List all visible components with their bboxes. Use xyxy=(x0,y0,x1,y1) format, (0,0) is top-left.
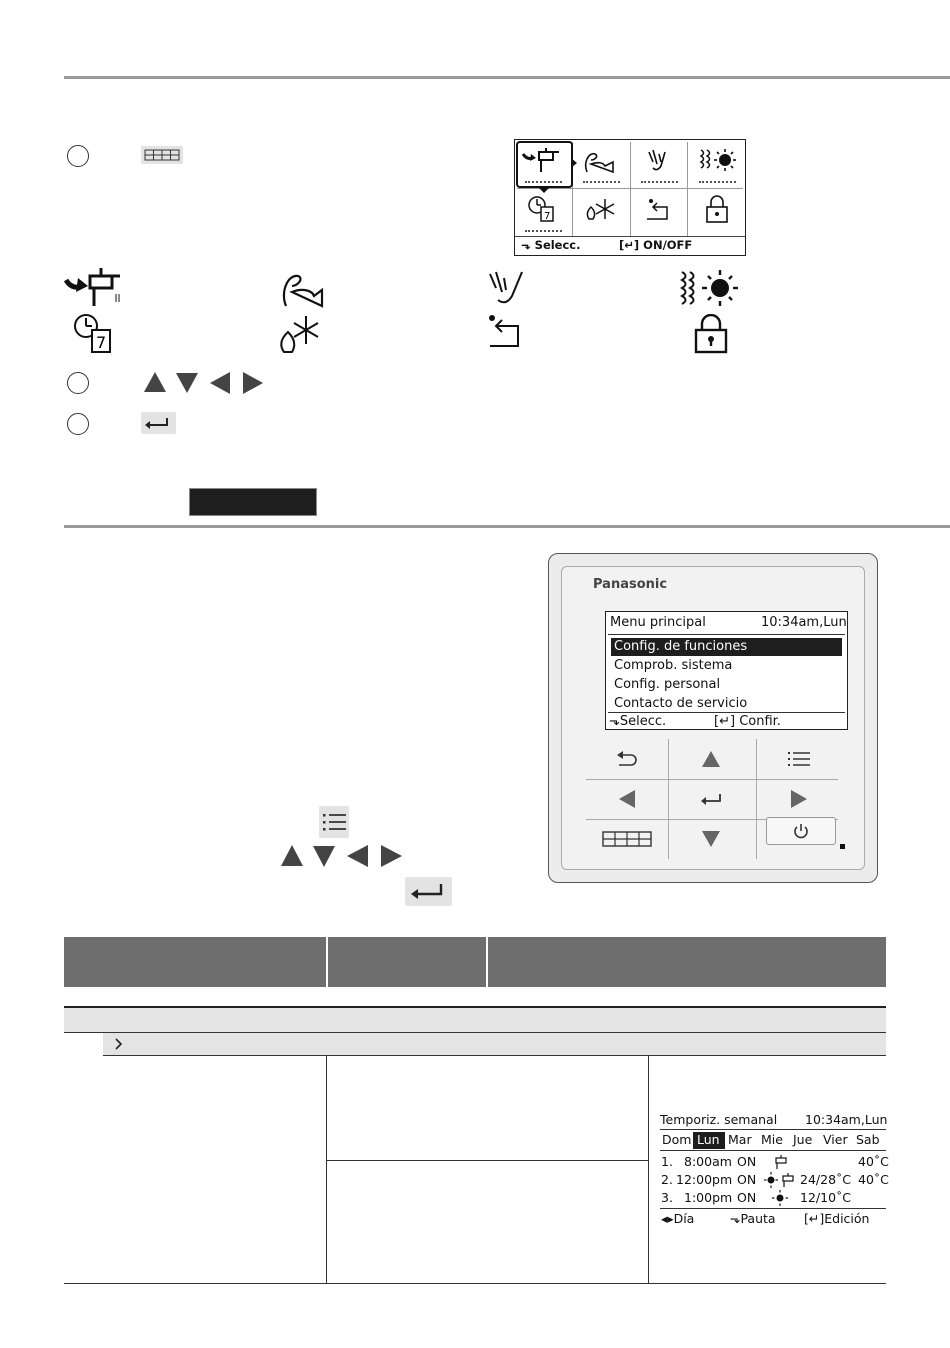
step-circle-3 xyxy=(67,413,89,435)
remote-controller xyxy=(548,553,878,883)
enter-button[interactable] xyxy=(670,779,752,819)
timer-edit-label: Edición xyxy=(824,1211,870,1226)
left-arrow-key-icon xyxy=(210,372,230,394)
defrost-icon xyxy=(573,189,630,229)
back-icon xyxy=(615,749,639,769)
controller-face xyxy=(561,566,865,870)
timer-day-label: Día xyxy=(673,1211,695,1226)
sun-tap-small-icon xyxy=(764,1172,796,1188)
screen-time: 10:34am,Lun xyxy=(761,615,847,630)
timer-day-hint xyxy=(661,1211,694,1226)
left-button[interactable] xyxy=(586,779,668,819)
table-header-col2 xyxy=(328,937,486,987)
day-sab[interactable]: Sab xyxy=(856,1132,880,1147)
back-button[interactable] xyxy=(586,739,668,779)
enter-icon xyxy=(698,790,724,808)
grid-cell-heater[interactable] xyxy=(689,140,746,188)
hot-water-tap-icon xyxy=(515,140,572,180)
grid-cell-hot-water[interactable] xyxy=(515,140,572,188)
timer-time: 10:34am,Lun xyxy=(805,1112,888,1127)
enter-bracket-icon: [↵] xyxy=(619,238,640,252)
menu-button[interactable] xyxy=(758,739,840,779)
right-arrow-key-icon-2 xyxy=(381,845,402,867)
timer-row3-time: 1:00pm xyxy=(684,1190,733,1205)
weekly-timer-icon xyxy=(515,189,572,229)
grid-menu-icon xyxy=(601,829,653,849)
down-arrow-key-icon-2 xyxy=(313,846,335,867)
down-button[interactable] xyxy=(670,819,752,859)
brand-logo: Panasonic xyxy=(593,577,668,592)
up-arrow-key-icon xyxy=(144,372,166,392)
icon-grid-footer xyxy=(515,236,745,255)
timer-row1-time: 8:00am xyxy=(684,1154,732,1169)
menu-key xyxy=(319,806,349,838)
enter-key-2 xyxy=(405,877,452,906)
up-button[interactable] xyxy=(670,739,752,779)
enter-bracket-small-icon-2: [↵] xyxy=(804,1211,825,1226)
highlight-bar xyxy=(189,488,317,516)
timer-row2-temps: 24/28˚C xyxy=(800,1172,852,1187)
table-header-col3 xyxy=(488,937,886,987)
up-triangle-icon xyxy=(702,751,720,767)
select-label: Selecc. xyxy=(534,238,581,252)
mid-divider xyxy=(64,525,950,528)
arrow-down-right-icon: ⬎ xyxy=(521,238,531,252)
hot-water-tap-large-icon xyxy=(64,266,128,308)
lcd-screen xyxy=(605,611,848,730)
muscle-large-icon xyxy=(278,268,324,308)
timer-row3-num: 3. xyxy=(661,1190,673,1205)
timer-pattern-label: Pauta xyxy=(740,1211,776,1226)
onoff-hint xyxy=(619,238,692,252)
screen-confirm-hint xyxy=(714,714,781,729)
grid-cell-timer[interactable] xyxy=(515,189,572,237)
enter-key xyxy=(141,412,176,434)
timer-row2-temp: 40˚C xyxy=(858,1172,889,1187)
timer-row1-state: ON xyxy=(737,1154,757,1169)
menu-item-function-config[interactable]: Config. de funciones xyxy=(614,639,748,654)
onoff-label: ON/OFF xyxy=(643,238,693,252)
heater-sun-large-icon xyxy=(678,268,742,308)
defrost-large-icon xyxy=(276,312,322,354)
top-divider xyxy=(64,76,950,79)
day-mar[interactable]: Mar xyxy=(728,1132,752,1147)
timer-title: Temporiz. semanal xyxy=(660,1112,778,1127)
timer-edit-hint xyxy=(804,1211,869,1226)
enter-key-icon xyxy=(141,412,176,434)
step-circle-1 xyxy=(67,145,89,167)
power-icon xyxy=(792,822,810,840)
timer-row1-temp: 40˚C xyxy=(858,1154,889,1169)
sun-small-icon xyxy=(772,1190,788,1206)
menu-item-personal-config[interactable]: Config. personal xyxy=(614,677,721,692)
right-button[interactable] xyxy=(758,779,840,819)
down-arrow-key-icon xyxy=(176,373,198,393)
quiet-icon xyxy=(631,140,688,180)
up-arrow-key-icon-2 xyxy=(281,845,303,866)
screen-select-label: Selecc. xyxy=(619,714,667,729)
heater-sun-icon xyxy=(689,140,746,180)
day-mie[interactable]: Mie xyxy=(761,1132,783,1147)
timer-pattern-hint xyxy=(730,1211,776,1226)
return-large-icon xyxy=(488,314,524,350)
grid-cell-quiet[interactable] xyxy=(631,140,688,188)
table-section-header xyxy=(64,1008,886,1032)
timer-row2-time: 12:00pm xyxy=(676,1172,733,1187)
muscle-icon xyxy=(573,140,630,180)
day-vier[interactable]: Vier xyxy=(823,1132,848,1147)
right-triangle-icon xyxy=(791,790,807,808)
lock-icon xyxy=(689,189,746,229)
screen-title: Menu principal xyxy=(610,615,706,630)
step-circle-2 xyxy=(67,372,89,394)
quick-menu-button[interactable] xyxy=(586,819,668,859)
day-dom[interactable]: Dom xyxy=(662,1132,692,1147)
right-arrow-key-icon xyxy=(243,372,263,394)
timer-row1-num: 1. xyxy=(661,1154,673,1169)
quiet-large-icon xyxy=(484,268,528,308)
svg-text:7: 7 xyxy=(544,211,551,222)
timer-row3-state: ON xyxy=(737,1190,757,1205)
grid-cell-lock[interactable] xyxy=(689,189,746,237)
screen-select-hint xyxy=(609,714,666,729)
grid-cell-return[interactable] xyxy=(631,189,688,237)
timer-row2-state: ON xyxy=(737,1172,757,1187)
menu-list-key-icon xyxy=(319,806,349,838)
timer-row3-temps: 12/10˚C xyxy=(800,1190,852,1205)
left-triangle-icon xyxy=(619,790,635,808)
left-arrow-key-icon-2 xyxy=(347,845,368,867)
menu-item-system-check[interactable]: Comprob. sistema xyxy=(614,658,733,673)
table-header-col1 xyxy=(64,937,326,987)
menu-list-icon xyxy=(786,749,812,769)
grid-key-icon xyxy=(141,146,183,164)
enter-key-icon-2 xyxy=(405,877,452,906)
down-triangle-icon xyxy=(702,831,720,847)
screen-confirm-label: Confir. xyxy=(739,714,781,729)
lock-large-icon xyxy=(694,314,728,354)
arrow-down-small-icon: ⬎ xyxy=(609,714,620,729)
power-button[interactable] xyxy=(766,817,836,845)
day-lun-selected[interactable]: Lun xyxy=(697,1132,720,1147)
grid-cell-defrost[interactable] xyxy=(573,189,630,237)
timer-row2-num: 2. xyxy=(661,1172,673,1187)
icon-grid-screen xyxy=(514,139,746,256)
svg-text:7: 7 xyxy=(96,333,107,352)
menu-item-service-contact[interactable]: Contacto de servicio xyxy=(614,696,748,711)
enter-bracket-small-icon: [↵] xyxy=(714,714,736,729)
weekly-timer-large-icon xyxy=(72,312,114,354)
day-jue[interactable]: Jue xyxy=(793,1132,813,1147)
tap-small-icon xyxy=(772,1154,790,1170)
chevron-right-icon xyxy=(112,1037,124,1051)
arrow-down-small-icon-2: ⬎ xyxy=(730,1211,741,1226)
select-hint xyxy=(521,238,580,252)
power-led xyxy=(840,844,845,849)
left-right-arrows-icon: ◂▸ xyxy=(661,1211,674,1226)
table-subsection-header xyxy=(103,1033,886,1055)
menu-grid-key xyxy=(141,146,183,164)
return-icon xyxy=(631,189,688,229)
grid-cell-powerful[interactable] xyxy=(573,140,630,188)
